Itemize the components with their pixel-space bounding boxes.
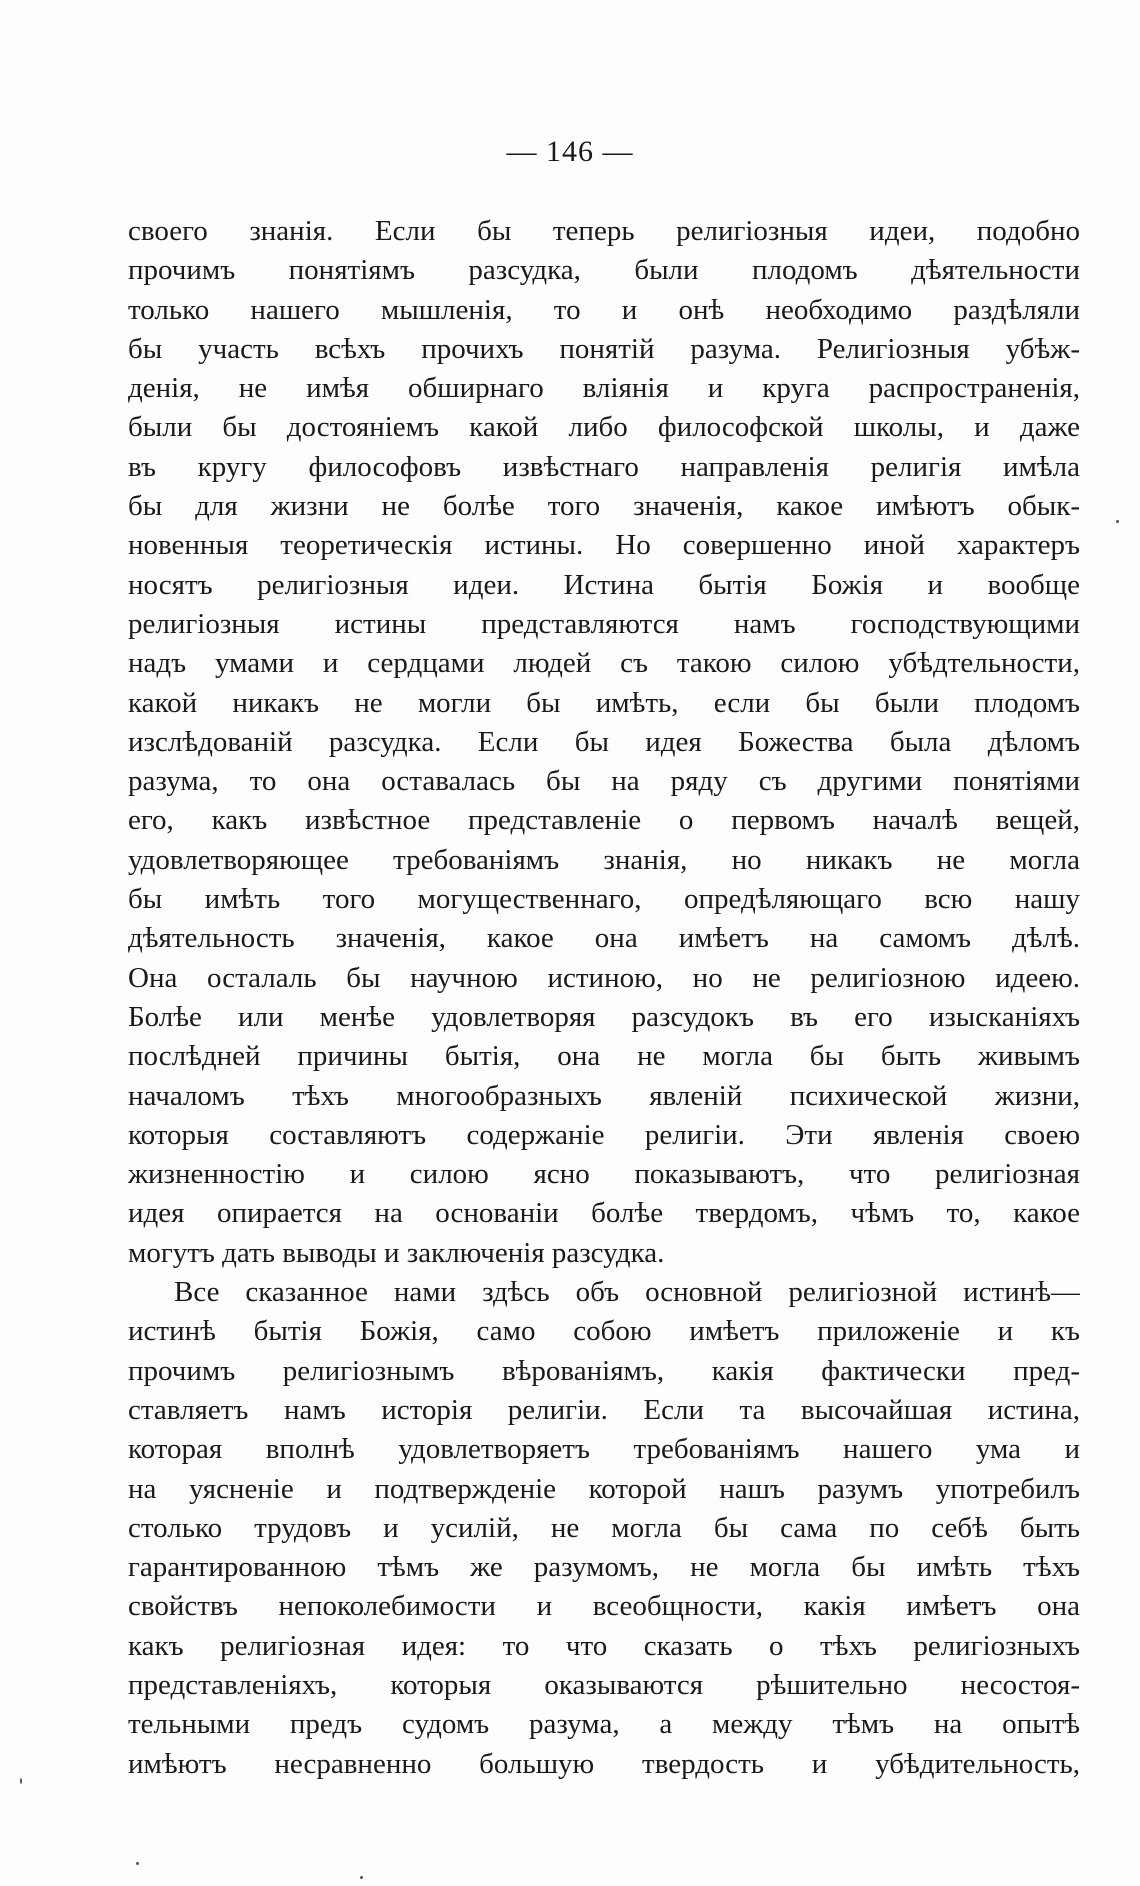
text-line: послѣдней причины бытія, она не могла бы быть живымъ (128, 1040, 1080, 1073)
text-line: разума, то она оставалась бы на ряду съ другими понятіями (128, 765, 1080, 798)
text-line: изслѣдованій разсудка. Если бы идея Божества была дѣломъ (128, 725, 1080, 758)
paragraph-1 (128, 212, 1080, 1273)
text-line: свойствъ непоколебимости и всеобщности, какія имѣетъ она (128, 1590, 1080, 1623)
scan-speck (20, 1778, 22, 1784)
text-line: въ кругу философовъ извѣстнаго направленія религія имѣла (128, 450, 1080, 483)
text-line: бы имѣть того могущественнаго, опредѣляющаго всю нашу (128, 883, 1080, 916)
text-line: прочимъ религіознымъ вѣрованіямъ, какія фактически пред- (128, 1354, 1080, 1387)
text-line: идея опирается на основаніи болѣе твердомъ, чѣмъ то, какое (128, 1197, 1080, 1230)
text-line: были бы достояніемъ какой либо философской школы, и даже (128, 411, 1080, 444)
text-line: имѣютъ несравненно большую твердость и убѣдительность, (128, 1747, 1080, 1780)
text-line: удовлетворяющее требованіямъ знанія, но никакъ не могла (128, 843, 1080, 876)
text-line: Болѣе или менѣе удовлетворяя разсудокъ въ его изысканіяхъ (128, 1000, 1080, 1033)
page-text (128, 212, 1080, 1784)
text-line: его, какъ извѣстное представленіе о первомъ началѣ вещей, (128, 804, 1080, 837)
text-line: на уясненіе и подтвержденіе которой нашъ разумъ употребилъ (128, 1472, 1080, 1505)
text-line: дѣятельность значенія, какое она имѣетъ на самомъ дѣлѣ. (128, 922, 1080, 955)
text-line: жизненностію и силою ясно показываютъ, что религіозная (128, 1158, 1080, 1191)
paragraph-2 (128, 1273, 1080, 1784)
text-line: истинѣ бытія Божія, само собою имѣетъ приложеніе и къ (128, 1315, 1080, 1348)
text-line: гарантированною тѣмъ же разумомъ, не могла бы имѣть тѣхъ (128, 1551, 1080, 1584)
text-line: Все сказанное нами здѣсь объ основной религіозной истинѣ— (174, 1276, 1080, 1309)
scan-speck (360, 1876, 363, 1879)
text-line: носятъ религіозныя идеи. Истина бытія Божія и вообще (128, 568, 1080, 601)
text-line: надъ умами и сердцами людей съ такою силою убѣдтельности, (128, 647, 1080, 680)
scan-speck (1116, 520, 1119, 523)
text-line: бы для жизни не болѣе того значенія, какое имѣютъ обык- (128, 490, 1080, 523)
text-line: какъ религіозная идея: то что сказать о тѣхъ религіозныхъ (128, 1629, 1080, 1662)
text-line: которая вполнѣ удовлетворяетъ требованіямъ нашего ума и (128, 1433, 1080, 1466)
text-line: своего знанія. Если бы теперь религіозныя идеи, подобно (128, 215, 1080, 247)
text-line: прочимъ понятіямъ разсудка, были плодомъ дѣятельности (128, 254, 1080, 287)
text-line: какой никакъ не могли бы имѣть, если бы были плодомъ (128, 686, 1080, 719)
text-line: Она осталаль бы научною истиною, но не религіозною идеею. (128, 961, 1080, 994)
page-number: — 146 — (506, 135, 634, 168)
text-line: могутъ дать выводы и заключенія разсудка. (128, 1236, 665, 1269)
text-line: началомъ тѣхъ многообразныхъ явленій психической жизни, (128, 1079, 1080, 1112)
text-line: столько трудовъ и усилій, не могла бы сама по себѣ быть (128, 1511, 1080, 1544)
text-line: представленіяхъ, которыя оказываются рѣшительно несостоя- (128, 1668, 1080, 1701)
text-line: новенныя теоретическія истины. Но совершенно иной характеръ (128, 529, 1080, 562)
text-line: только нашего мышленія, то и онѣ необходимо раздѣляли (128, 293, 1080, 326)
text-line: тельными предъ судомъ разума, а между тѣмъ на опытѣ (128, 1708, 1080, 1741)
text-line: которыя составляютъ содержаніе религіи. Эти явленія своею (128, 1118, 1080, 1151)
scan-speck (136, 1862, 139, 1865)
text-line: денія, не имѣя обширнаго вліянія и круга распространенія, (128, 372, 1080, 405)
text-line: ставляетъ намъ исторія религіи. Если та высочайшая истина, (128, 1393, 1080, 1426)
text-line: бы участь всѣхъ прочихъ понятій разума. Религіозныя убѣж- (128, 332, 1080, 365)
text-line: религіозныя истины представляются намъ господствующими (128, 607, 1080, 640)
